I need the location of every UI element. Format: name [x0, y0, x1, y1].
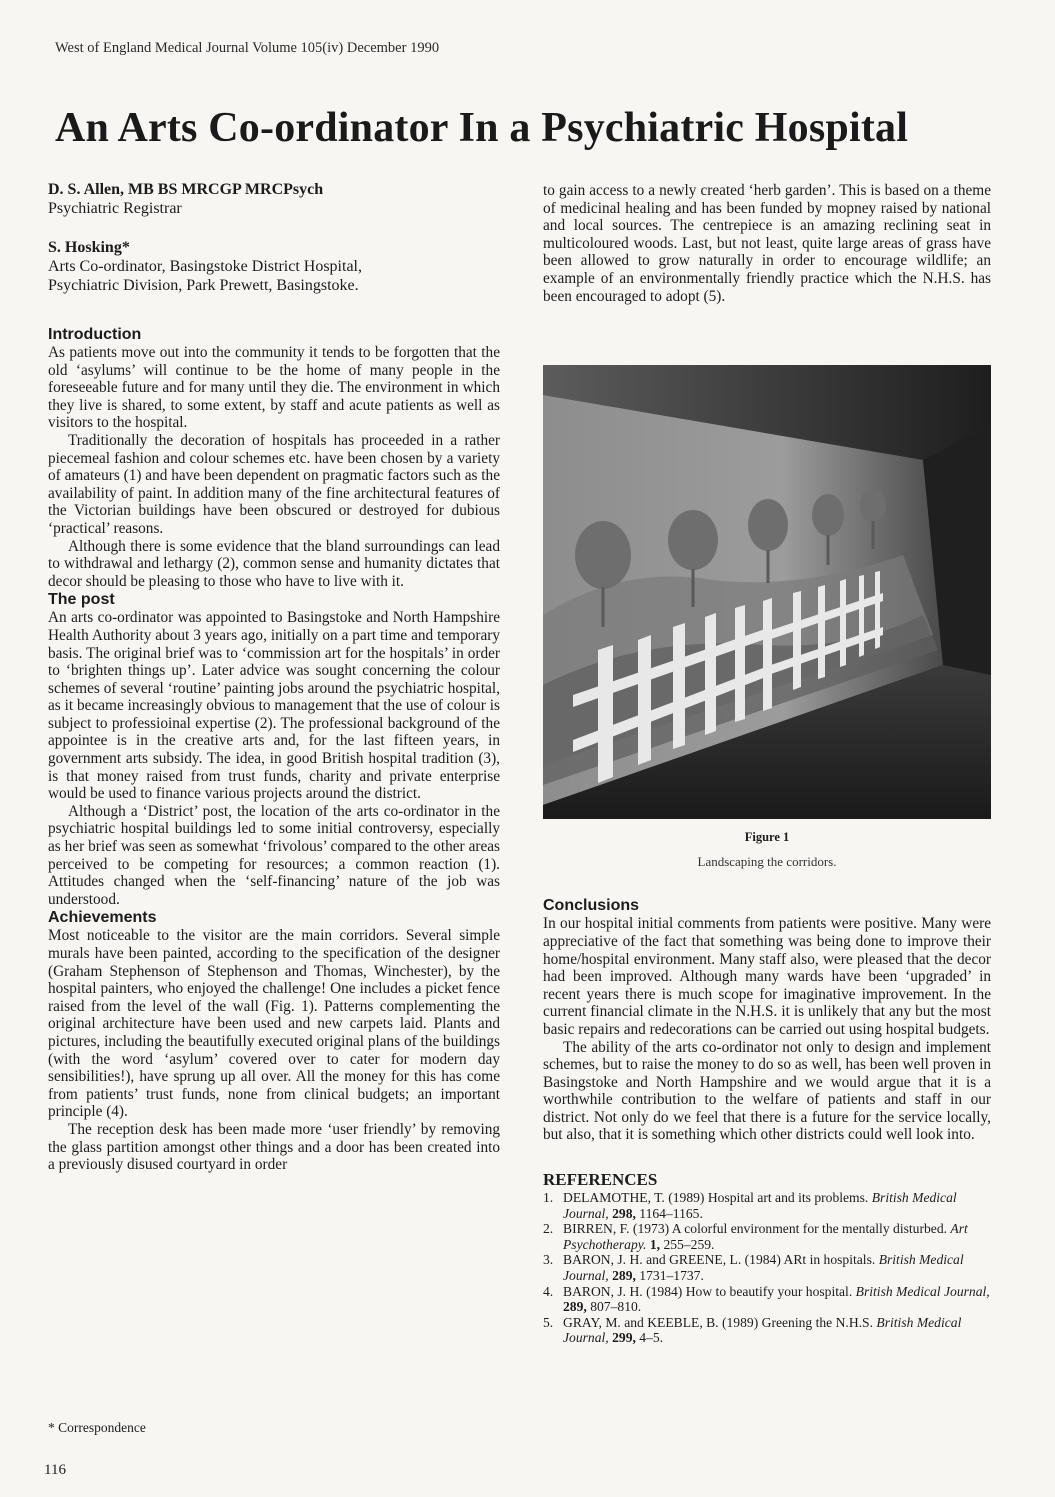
section-heading-conclusions: Conclusions: [543, 897, 640, 915]
author-name: S. Hosking*: [48, 239, 130, 256]
corridor-mural-image: [543, 365, 991, 819]
reference-item: 1. DELAMOTHE, T. (1989) Hospital art and its problems. British Medical Journal, 298, 1164–1165.: [543, 1190, 957, 1221]
author-2: [48, 238, 500, 295]
figure-photo: [543, 365, 991, 819]
paragraph: Although a ‘District’ post, the location of the arts co-ordinator in the psychiatric hospital buildings led to some initial controversy, especially as her brief was seen as somewhat ‘frivolous’ compared to the other areas perceived to be competing for resources; a common reaction (1). Attitudes changed when the ‘self-financing’ nature of the job was understood.: [48, 802, 500, 908]
paragraph: Most noticeable to the visitor are the main corridors. Several simple murals have been painted, according to the specification of the designer (Graham Stephenson of Stephenson and Thomas, Winchester), by the hospital painters, who enjoyed the challenge! One includes a picket fence raised from the level of the wall (Fig. 1). Patterns complementing the original architecture have been used and new carpets laid. Plants and pictures, including the beautifully executed original plans of the buildings (with the word ‘asylum’ covered over to cater for modern day sensibilities!), have sprung up all over. All the money for this has come from patients’ trust funds, none from clinical budgets; an important principle (4).: [48, 927, 500, 1121]
section-heading-post: The post: [48, 591, 115, 609]
right-column: [543, 182, 991, 1346]
references-list: [543, 1190, 991, 1346]
author-affiliation: Arts Co-ordinator, Basingstoke District Hospital,: [48, 258, 362, 275]
author-name: D. S. Allen, MB BS MRCGP MRCPsych: [48, 181, 324, 198]
reference-item: 4. BARON, J. H. (1984) How to beautify your hospital. British Medical Journal, 289, 807–810.: [543, 1283, 990, 1315]
paragraph: The ability of the arts co-ordinator not only to design and implement schemes, but to raise the money to do so as well, has been well proven in Basingstoke and North Hampshire and we would argue that it is a worthwhile contribution to the welfare of patients and staff in our district. Not only do we feel that there is a future for the service locally, but also, that it is something which other districts could well look into.: [543, 1038, 991, 1144]
author-affiliation: Psychiatric Division, Park Prewett, Basingstoke.: [48, 277, 359, 294]
article-title: An Arts Co-ordinator In a Psychiatric Hospital: [55, 105, 909, 151]
paragraph-continuation: to gain access to a newly created ‘herb garden’. This is based on a theme of medicinal healing and has been funded by mopney raised by national and local sources. The centrepiece is an amazing reclining seat in multicoloured woods. Last, but not least, quite large areas of grass have been allowed to grow naturally in order to encourage wildlife; an example of an environmentally friendly practice which the N.H.S. has been encouraged to adopt (5).: [543, 182, 991, 305]
page-number: 116: [44, 1462, 66, 1478]
author-affiliation: Psychiatric Registrar: [48, 200, 182, 217]
references-heading: REFERENCES: [543, 1170, 658, 1190]
paragraph: An arts co-ordinator was appointed to Basingstoke and North Hampshire Health Authority about 3 years ago, initially on a part time and temporary basis. The original brief was to ‘commission art for the hospitals’ in order to ‘brighten things up’. Later advice was sought concerning the colour schemes of several ‘routine’ painting jobs around the psychiatric hospital, as it became increasingly obvious to management that the use of colour is subject to professioinal expertise (2). The professional background of the appointee is in the creative arts and, for the last fifteen years, in government arts subsidy. The idea, in good British hospital tradition (3), is that money raised from trust funds, charity and private enterprise would be used to finance various projects around the district.: [48, 609, 500, 803]
paragraph: Traditionally the decoration of hospitals has proceeded in a rather piecemeal fashion and colour schemes etc. have been chosen by a variety of amateurs (1) and have been dependent on pragmatic factors such as the availability of paint. In addition many of the fine architectural features of the Victorian buildings have been obscured or destroyed for dubious ‘practical’ reasons.: [48, 431, 500, 537]
figure-label: Figure 1: [744, 830, 790, 845]
paragraph: As patients move out into the community it tends to be forgotten that the old ‘asylums’ will continue to be the home of many people in the foreseeable future and for many until they die. The environment in which they live is shared, to some extent, by staff and acute patients as well as visitors to the hospital.: [48, 344, 500, 432]
reference-item: 5. GRAY, M. and KEEBLE, B. (1989) Greening the N.H.S. British Medical Journal, 299, 4–5.: [543, 1314, 962, 1346]
paragraph: The reception desk has been made more ‘user friendly’ by removing the glass partition amongst other things and a door has been created into a previously disused courtyard in order: [48, 1120, 500, 1174]
reference-item: 2. BIRREN, F. (1973) A colorful environment for the mentally disturbed. Art Psychotherapy. 1, 255–259.: [543, 1221, 968, 1252]
footnote: * Correspondence: [48, 1420, 146, 1435]
running-head: West of England Medical Journal Volume 105(iv) December 1990: [55, 40, 440, 56]
paragraph: In our hospital initial comments from patients were positive. Many were appreciative of the fact that something was being done to improve their home/hospital environment. Many staff also, were pleased that the decor had been improved. Although many wards have been ‘upgraded’ in recent years there is much scope for imaginative improvement. In the current financial climate in the N.H.S. it is unlikely that any but the most basic repairs and redecorations can be carried out using hospital budgets.: [543, 915, 991, 1038]
section-heading-introduction: Introduction: [48, 326, 142, 343]
paragraph: Although there is some evidence that the bland surroundings can lead to withdrawal and lethargy (2), common sense and humanity dictates that decor should be pleasing to those who have to live with it.: [48, 537, 500, 590]
author-1: [48, 180, 500, 218]
reference-item: 3. BARON, J. H. and GREENE, L. (1984) ARt in hospitals. British Medical Journal, 289, 1731–1737.: [543, 1252, 964, 1284]
section-heading-achievements: Achievements: [48, 909, 157, 927]
left-column: [48, 180, 500, 1174]
figure-caption: Landscaping the corridors.: [697, 853, 837, 869]
